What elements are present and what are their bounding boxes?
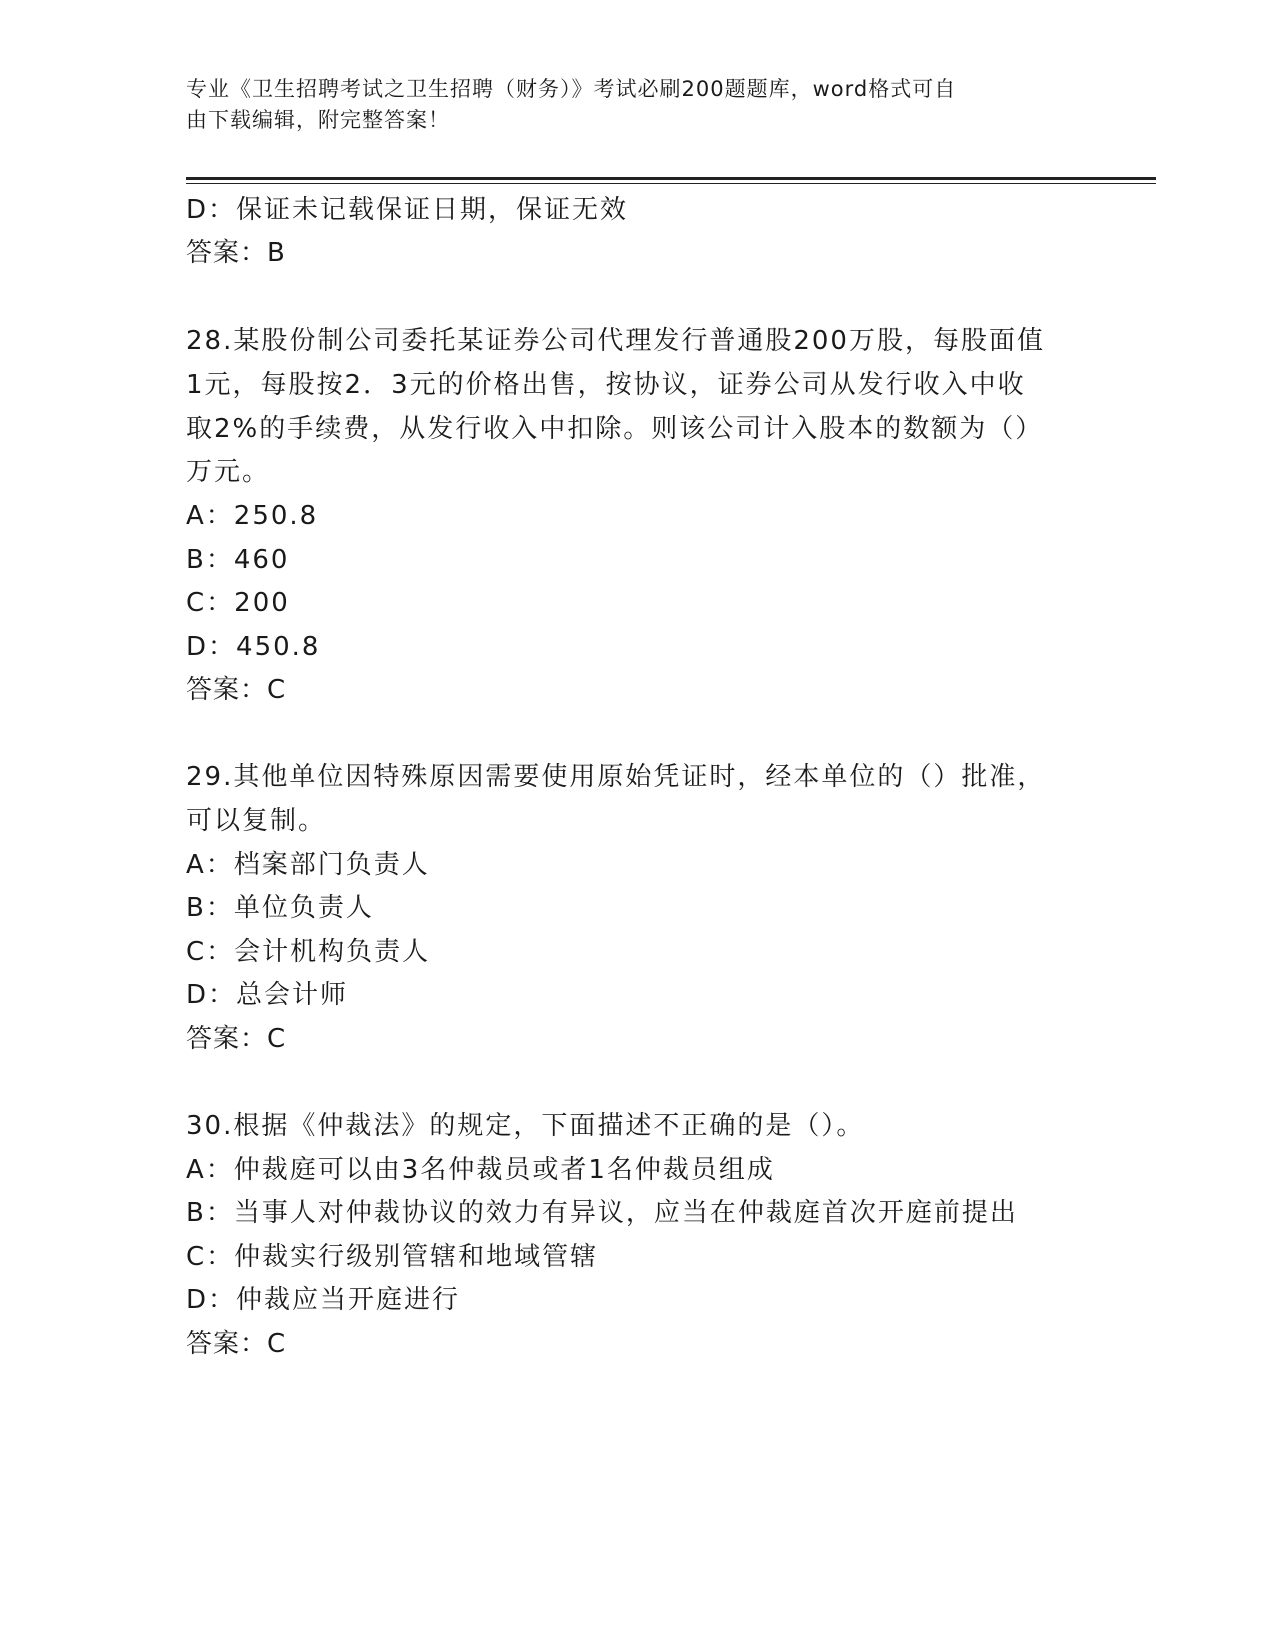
q29-option-b: B：单位负责人 bbox=[186, 893, 374, 923]
q29-option-c: C：会计机构负责人 bbox=[186, 937, 431, 967]
q30-answer: 答案：C bbox=[186, 1329, 287, 1359]
q30-option-d: D：仲裁应当开庭进行 bbox=[186, 1285, 461, 1315]
q28-option-a: A：250.8 bbox=[186, 501, 319, 531]
document-header bbox=[186, 74, 1066, 136]
header-divider-thin bbox=[186, 183, 1156, 184]
q28-option-c: C：200 bbox=[186, 588, 290, 618]
header-divider-thick bbox=[186, 177, 1156, 180]
header-line-2: 由下载编辑，附完整答案！ bbox=[186, 108, 450, 132]
q30-option-a: A：仲裁庭可以由3名仲裁员或者1名仲裁员组成 bbox=[186, 1155, 775, 1185]
header-line-1: 专业《卫生招聘考试之卫生招聘（财务）》考试必刷200题题库，word格式可自 bbox=[186, 77, 957, 101]
q28-stem-line-2: 1元，每股按2．3元的价格出售，按协议，证券公司从发行收入中收 bbox=[186, 370, 1026, 400]
prev-option-d: D：保证未记载保证日期，保证无效 bbox=[186, 195, 629, 225]
q28-answer: 答案：C bbox=[186, 675, 287, 705]
q29-stem-line-2: 可以复制。 bbox=[186, 806, 327, 836]
q29-answer: 答案：C bbox=[186, 1024, 287, 1054]
prev-answer: 答案：B bbox=[186, 238, 286, 268]
q30-option-c: C：仲裁实行级别管辖和地域管辖 bbox=[186, 1242, 599, 1272]
q30-option-b: B：当事人对仲裁协议的效力有异议，应当在仲裁庭首次开庭前提出 bbox=[186, 1198, 1018, 1228]
q28-option-d: D：450.8 bbox=[186, 632, 321, 662]
q28-stem-line-1: 28.某股份制公司委托某证券公司代理发行普通股200万股，每股面值 bbox=[186, 326, 1045, 356]
q30-stem-line-1: 30.根据《仲裁法》的规定，下面描述不正确的是（）。 bbox=[186, 1111, 865, 1141]
q28-option-b: B：460 bbox=[186, 545, 290, 575]
q29-option-a: A：档案部门负责人 bbox=[186, 850, 430, 880]
q29-stem-line-1: 29.其他单位因特殊原因需要使用原始凭证时，经本单位的（）批准， bbox=[186, 762, 1046, 792]
q28-stem-line-3: 取2%的手续费，从发行收入中扣除。则该公司计入股本的数额为（） bbox=[186, 414, 1044, 444]
q29-option-d: D：总会计师 bbox=[186, 980, 349, 1010]
q28-stem-line-4: 万元。 bbox=[186, 457, 271, 487]
